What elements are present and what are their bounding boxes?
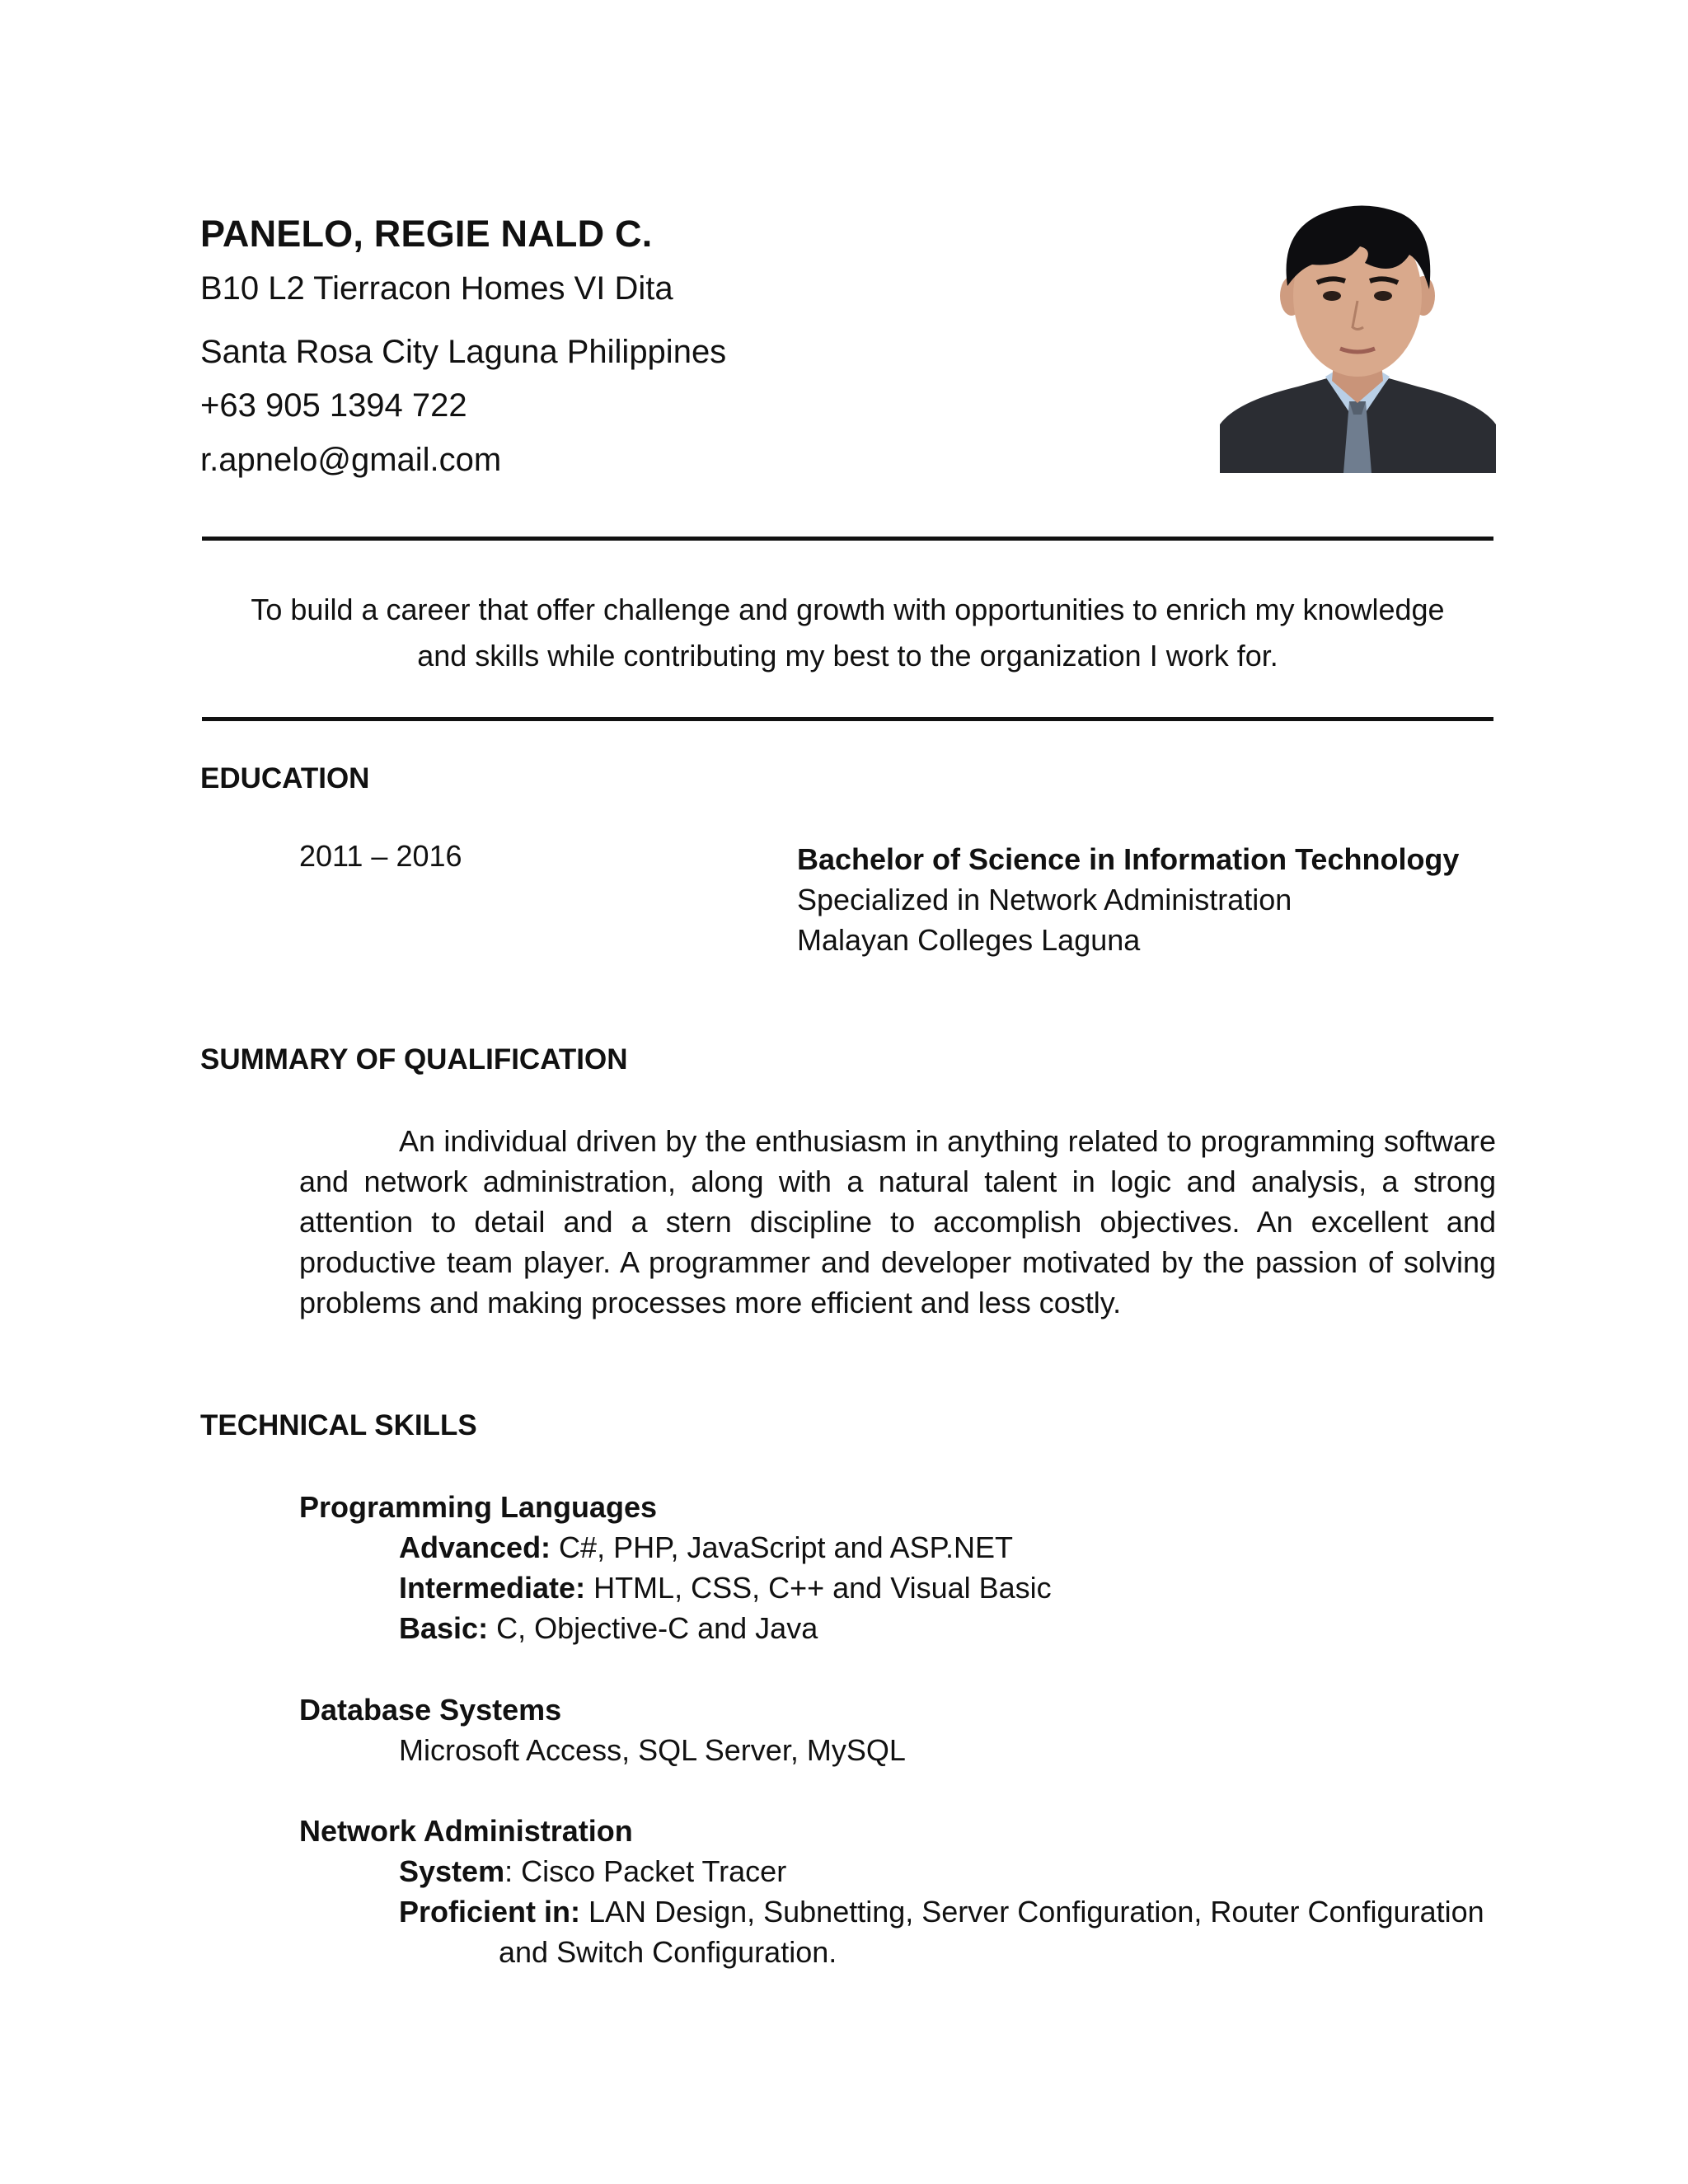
- address-line-2: Santa Rosa City Laguna Philippines: [200, 334, 727, 370]
- network-administration-title: Network Administration: [299, 1814, 633, 1848]
- database-systems-title: Database Systems: [299, 1693, 562, 1727]
- career-objective: [202, 587, 1493, 679]
- education-years: 2011 – 2016: [299, 839, 462, 873]
- skill-basic-value: C, Objective-C and Java: [488, 1611, 818, 1645]
- address-line-1: B10 L2 Tierracon Homes VI Dita: [200, 270, 673, 307]
- education-details: [797, 839, 1459, 960]
- skill-basic: [399, 1611, 818, 1646]
- network-proficient-label: Proficient in:: [399, 1895, 581, 1929]
- skill-advanced-label: Advanced:: [399, 1530, 551, 1564]
- skill-intermediate-label: Intermediate:: [399, 1571, 586, 1605]
- education-school: Malayan Colleges Laguna: [797, 923, 1141, 957]
- education-heading: EDUCATION: [200, 762, 370, 794]
- network-system-label: System: [399, 1854, 505, 1888]
- network-proficient-value: LAN Design, Subnetting, Server Configuration, Router Configuration: [580, 1895, 1484, 1929]
- email-address: r.apnelo@gmail.com: [200, 442, 502, 478]
- skill-basic-label: Basic:: [399, 1611, 489, 1645]
- divider-top: [202, 537, 1493, 541]
- education-specialization: Specialized in Network Administration: [797, 883, 1292, 916]
- database-systems-value: Microsoft Access, SQL Server, MySQL: [399, 1733, 906, 1767]
- skill-intermediate-value: HTML, CSS, C++ and Visual Basic: [585, 1571, 1052, 1605]
- network-proficient: [399, 1895, 1484, 1929]
- profile-photo: [1220, 204, 1496, 473]
- divider-bottom: [202, 717, 1493, 721]
- network-proficient-continuation: and Switch Configuration.: [499, 1935, 837, 1969]
- summary-text: An individual driven by the enthusiasm in anything related to programming software and network administration, along with a natural talent in logic and analysis, a strong attention to detail and a stern discipline to accomplish objectives. An excellent and productive team player. A programmer and developer motivated by the passion of solving problems and making processes more efficient and less costly.: [299, 1124, 1496, 1319]
- skill-advanced-value: C#, PHP, JavaScript and ASP.NET: [551, 1530, 1013, 1564]
- skill-advanced: [399, 1530, 1013, 1565]
- skill-intermediate: [399, 1571, 1052, 1605]
- summary-heading: SUMMARY OF QUALIFICATION: [200, 1043, 628, 1076]
- applicant-name: PANELO, REGIE NALD C.: [200, 213, 653, 255]
- objective-line-1: To build a career that offer challenge and growth with opportunities to enrich my knowledge: [251, 593, 1445, 626]
- objective-line-2: and skills while contributing my best to the organization I work for.: [417, 639, 1278, 673]
- phone-number: +63 905 1394 722: [200, 387, 467, 424]
- network-system: [399, 1854, 786, 1889]
- education-degree: Bachelor of Science in Information Technology: [797, 842, 1460, 876]
- programming-languages-title: Programming Languages: [299, 1490, 658, 1524]
- technical-skills-heading: TECHNICAL SKILLS: [200, 1409, 477, 1441]
- network-system-value: : Cisco Packet Tracer: [504, 1854, 787, 1888]
